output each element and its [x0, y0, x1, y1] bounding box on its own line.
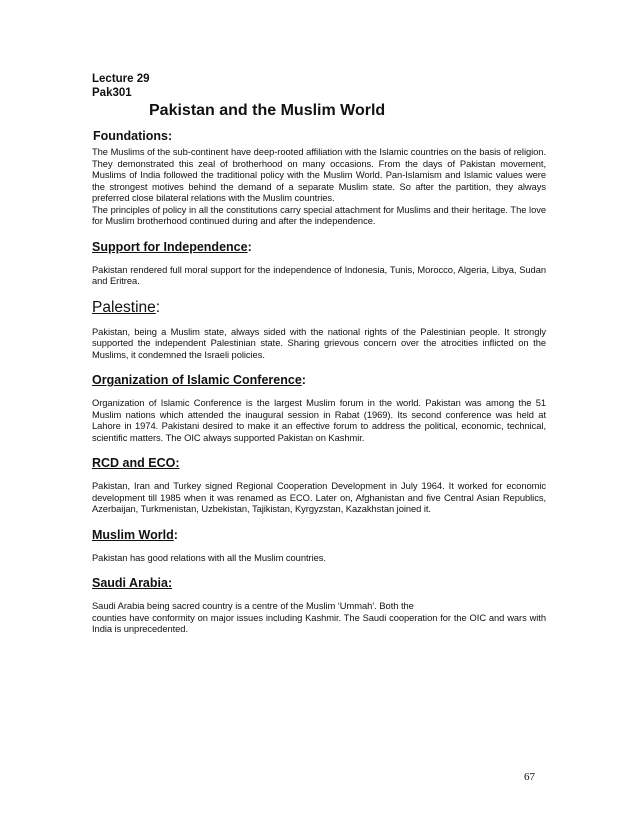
support-paragraph: Pakistan rendered full moral support for the independence of Indonesia, Tunis, Morocco, Algeria, Libya, Sudan and Eritrea.: [92, 264, 546, 286]
muslim-world-heading-colon: :: [173, 527, 178, 542]
rcd-eco-paragraph: Pakistan, Iran and Turkey signed Regional Cooperation Development in July 1964. It worked for economic development till 1985 when it was renamed as ECO. Later on, Afghanistan and five Central Asian Republics, Azerbaijan, Turkmenistan, Uzbekistan, Tajikistan, Kyrgyzstan, Kazakhstan joined it.: [92, 481, 546, 514]
oic-paragraph: Organization of Islamic Conference is the largest Muslim forum in the world. Pakistan was among the 51 Muslim nations which attended the inaugural session in Rabat (1969). Its second conference was held at Lahore in 1974. Pakistani desired to make it an effective forum to address the political, economic, technical, scientific matters. The OIC always supported Pakistan on Kashmir.: [92, 398, 546, 443]
page-title: Pakistan and the Muslim World: [149, 102, 386, 119]
saudi-arabia-paragraph: counties have conformity on major issues including Kashmir. The Saudi cooperation for the OIC and wars with India is unprecedented.: [92, 612, 546, 634]
course-code: Pak301: [92, 87, 132, 99]
support-heading-text: Support for Independence: [92, 239, 248, 254]
page-content: [92, 72, 546, 636]
foundations-heading: [93, 129, 546, 144]
palestine-heading-text: Palestine: [92, 298, 156, 316]
foundations-heading-text: Foundations: [93, 129, 168, 143]
saudi-arabia-first-line: Saudi Arabia being sacred country is a centre of the Muslim ‘Ummah’. Both the: [92, 601, 414, 611]
foundations-paragraph: The Muslims of the sub-continent have deep-rooted affiliation with the Islamic countries on the basis of religion. They demonstrated this zeal of brotherhood on many occasions. From the days of Pakistan movement, Muslims of India followed the traditional policy with the Muslim World. Pan-Islamism and Islamic values were the strongest motives behind the demand of a separate Muslim state. So after the partition, they always preferred close bilateral relations with the Muslim countries. The principles of policy in all the constitutions carry special attachment for Muslims and their heritage. The love for Muslim brotherhood continued during and after the independence.: [92, 147, 546, 226]
oic-heading-colon: :: [301, 373, 306, 387]
muslim-world-heading-text: Muslim World: [92, 527, 174, 542]
saudi-arabia-heading: [92, 576, 546, 591]
support-heading-colon: :: [247, 239, 252, 254]
page-number: 67: [524, 771, 535, 783]
support-heading: [92, 240, 546, 255]
foundations-heading-colon: :: [168, 129, 173, 143]
muslim-world-heading: [92, 528, 546, 543]
lecture-number: Lecture 29: [92, 73, 150, 85]
palestine-paragraph: Pakistan, being a Muslim state, always sided with the national rights of the Palestinian people. It strongly supported the independent Palestinian state. Sharing grievous concern over the atrocities inflicted on the Muslims, it condemned the Israeli policies.: [92, 326, 546, 360]
muslim-world-paragraph: Pakistan has good relations with all the Muslim countries.: [92, 552, 326, 563]
oic-heading: [92, 373, 546, 388]
palestine-heading: [92, 299, 546, 317]
palestine-heading-colon: :: [155, 298, 161, 316]
rcd-eco-heading-text: RCD and ECO:: [92, 456, 180, 470]
saudi-arabia-heading-text: Saudi Arabia:: [92, 576, 173, 590]
rcd-eco-heading: [92, 456, 546, 471]
oic-heading-text: Organization of Islamic Conference: [92, 373, 302, 387]
